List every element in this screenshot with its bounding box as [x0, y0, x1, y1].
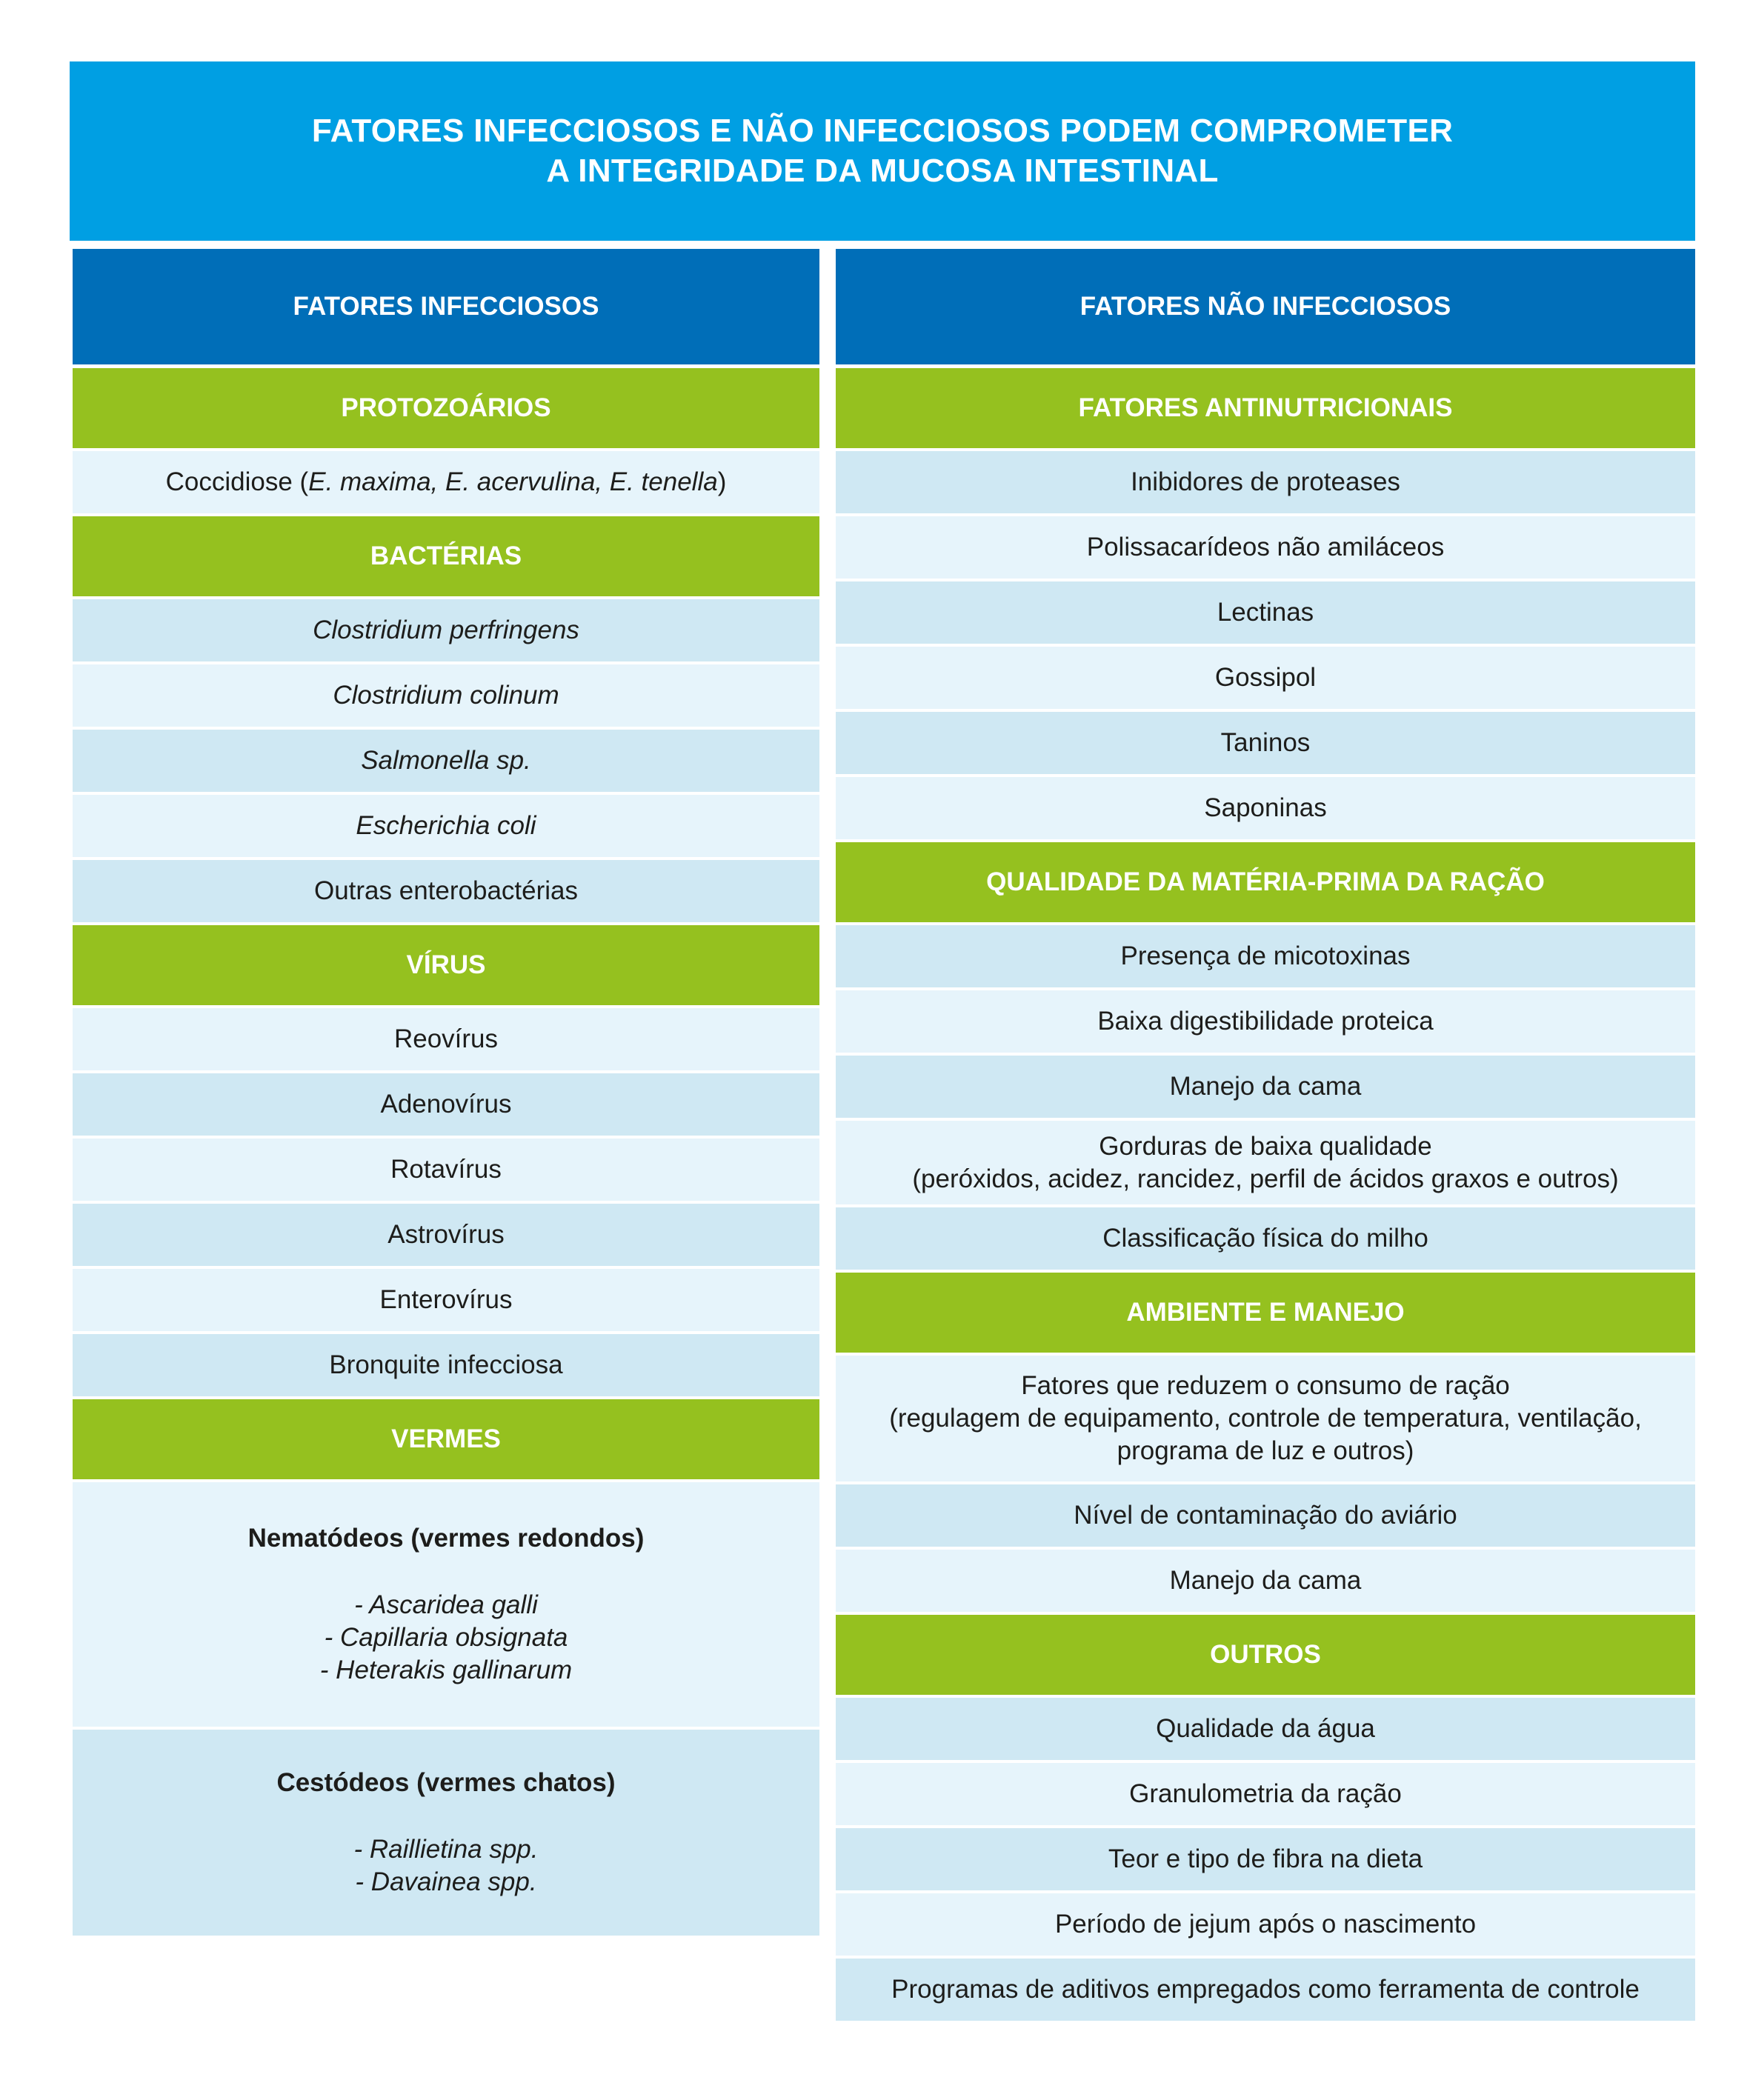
nematodeos-block: [73, 1482, 819, 1727]
cestodeos-item: - Raillietina spp.: [353, 1835, 539, 1864]
nematodeos-item: - Capillaria obsignata: [324, 1623, 568, 1652]
list-item: Rotavírus: [73, 1139, 819, 1201]
consumo-line-2: (regulagem de equipamento, controle de temperatura, ventilação,: [889, 1404, 1642, 1433]
category-vermes: VERMES: [73, 1399, 819, 1479]
infectious-header: FATORES INFECCIOSOS: [73, 249, 819, 364]
list-item: Enterovírus: [73, 1269, 819, 1331]
cestodeos-title: Cestódeos (vermes chatos): [276, 1768, 616, 1797]
non-infectious-header: FATORES NÃO INFECCIOSOS: [836, 249, 1695, 364]
list-item: Presença de micotoxinas: [836, 925, 1695, 987]
non-infectious-column: [836, 249, 1695, 2024]
list-item: Gossipol: [836, 647, 1695, 709]
list-item: Lectinas: [836, 581, 1695, 644]
coccidiose-text: [166, 466, 727, 499]
list-item: Baixa digestibilidade proteica: [836, 990, 1695, 1053]
gorduras-line-2: (peróxidos, acidez, rancidez, perfil de ácidos graxos e outros): [912, 1164, 1619, 1193]
list-item: Manejo da cama: [836, 1056, 1695, 1118]
cestodeos-block: [73, 1730, 819, 1936]
list-item: Classificação física do milho: [836, 1207, 1695, 1270]
list-item: Teor e tipo de fibra na dieta: [836, 1828, 1695, 1890]
list-item: Astrovírus: [73, 1204, 819, 1266]
nematodeos-item: - Ascaridea galli: [354, 1590, 538, 1619]
list-item: Qualidade da água: [836, 1698, 1695, 1760]
list-item: Saponinas: [836, 777, 1695, 839]
coccidiose-prefix: Coccidiose (: [165, 467, 309, 496]
gorduras-line-1: Gorduras de baixa qualidade: [1099, 1131, 1432, 1161]
list-item: Escherichia coli: [73, 795, 819, 857]
list-item: Inibidores de proteases: [836, 451, 1695, 513]
infectious-column: [73, 249, 819, 1939]
list-item: [73, 451, 819, 513]
list-item: Clostridium perfringens: [73, 599, 819, 661]
list-item: Clostridium colinum: [73, 664, 819, 727]
list-item: Reovírus: [73, 1008, 819, 1070]
page-title: [70, 61, 1695, 241]
title-line-2: A INTEGRIDADE DA MUCOSA INTESTINAL: [546, 153, 1219, 189]
list-item: Granulometria da ração: [836, 1763, 1695, 1825]
list-item: Programas de aditivos empregados como ferramenta de controle: [836, 1959, 1695, 2021]
consumo-item: [836, 1356, 1695, 1481]
list-item: Período de jejum após o nascimento: [836, 1893, 1695, 1956]
category-ambiente: AMBIENTE E MANEJO: [836, 1273, 1695, 1353]
nematodeos-item: - Heterakis gallinarum: [319, 1656, 573, 1684]
title-line-1: FATORES INFECCIOSOS E NÃO INFECCIOSOS PODEM COMPROMETER: [311, 113, 1454, 149]
gorduras-item: [836, 1121, 1695, 1204]
category-bacterias: BACTÉRIAS: [73, 516, 819, 596]
cestodeos-item: - Davainea spp.: [355, 1867, 537, 1896]
category-antinutricionais: FATORES ANTINUTRICIONAIS: [836, 368, 1695, 448]
list-item: Nível de contaminação do aviário: [836, 1484, 1695, 1547]
coccidiose-species: E. maxima, E. acervulina, E. tenella: [308, 467, 718, 496]
consumo-line-3: programa de luz e outros): [1117, 1436, 1414, 1465]
category-outros: OUTROS: [836, 1615, 1695, 1695]
nematodeos-title: Nematódeos (vermes redondos): [247, 1524, 645, 1553]
list-item: Bronquite infecciosa: [73, 1334, 819, 1396]
list-item: Salmonella sp.: [73, 730, 819, 792]
list-item: Adenovírus: [73, 1073, 819, 1136]
coccidiose-suffix: ): [717, 467, 727, 496]
list-item: Outras enterobactérias: [73, 860, 819, 922]
category-materia-prima: QUALIDADE DA MATÉRIA-PRIMA DA RAÇÃO: [836, 842, 1695, 922]
list-item: Manejo da cama: [836, 1550, 1695, 1612]
category-protozoarios: PROTOZOÁRIOS: [73, 368, 819, 448]
consumo-line-1: Fatores que reduzem o consumo de ração: [1021, 1371, 1510, 1400]
category-virus: VÍRUS: [73, 925, 819, 1005]
list-item: Taninos: [836, 712, 1695, 774]
list-item: Polissacarídeos não amiláceos: [836, 516, 1695, 579]
